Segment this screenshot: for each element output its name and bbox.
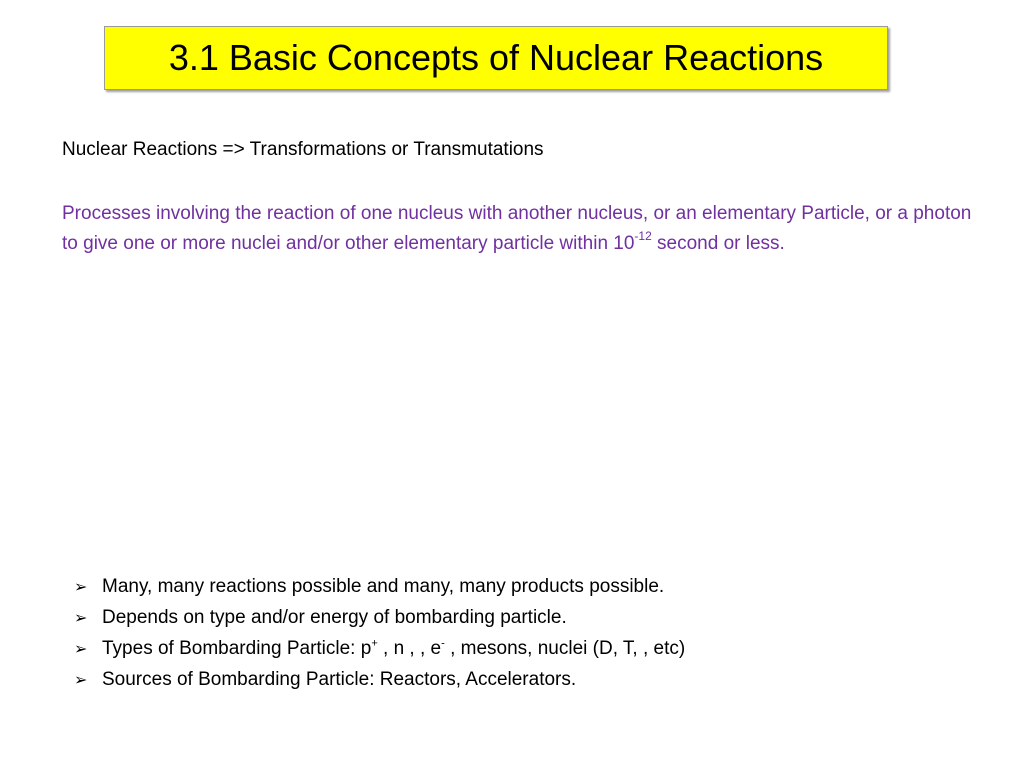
bullet-text: Many, many reactions possible and many, many products possible. [102, 576, 665, 597]
title-box [104, 26, 888, 90]
proton-charge: + [371, 637, 378, 650]
bullet-list [74, 576, 685, 700]
definition-paragraph [62, 199, 992, 259]
bullet-item [74, 576, 685, 607]
page-title: 3.1 Basic Concepts of Nuclear Reactions [168, 37, 824, 78]
definition-text-end: second or less. [651, 233, 785, 254]
definition-exponent: -12 [634, 228, 652, 243]
bullet-text: Sources of Bombarding Particle: Reactors, Accelerators. [102, 669, 577, 690]
arrow-bullet-icon: ➢ [74, 579, 88, 596]
bullet-text-part: , n , [377, 638, 420, 659]
bullet-item [74, 669, 685, 700]
bullet-item [74, 638, 685, 669]
arrow-bullet-icon: ➢ [74, 672, 88, 689]
bullet-text-part: , etc) [642, 638, 686, 659]
intro-line: Nuclear Reactions => Transformations or Transmutations [62, 139, 544, 160]
bullet-text-part: Types of Bombarding Particle: p [102, 638, 372, 659]
bullet-text-part: , e [420, 638, 442, 659]
bullet-text: Depends on type and/or energy of bombarding particle. [102, 607, 567, 628]
bullet-text-part: , mesons, nuclei (D, T, [444, 638, 643, 659]
bullet-text [102, 638, 685, 660]
arrow-bullet-icon: ➢ [74, 641, 88, 658]
electron-charge: - [441, 637, 445, 650]
definition-text: Processes involving the reaction of one nucleus with another nucleus, or an elementary Particle, or a photon to give one or more nuclei and/or other elementary particle within 10 [62, 203, 972, 254]
arrow-bullet-icon: ➢ [74, 610, 88, 627]
bullet-item [74, 607, 685, 638]
